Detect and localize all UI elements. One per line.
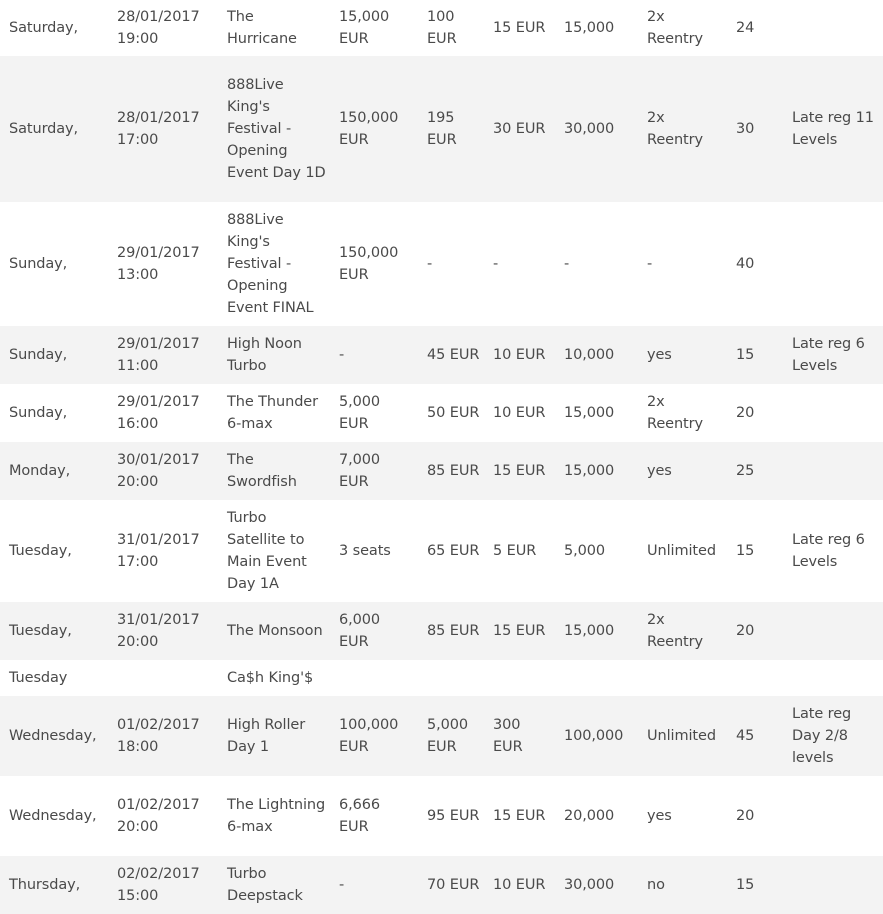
date-cell	[108, 602, 218, 660]
event-cell: The Monsoon	[218, 602, 330, 660]
reentry-cell: 2x Reentry	[638, 384, 727, 442]
buyin-cell: 195 EUR	[418, 56, 484, 202]
buyin-cell: 5,000 EUR	[418, 696, 484, 776]
stack-cell: 15,000	[555, 0, 638, 56]
time-value: 20:00	[117, 819, 159, 835]
time-value: 11:00	[117, 358, 159, 374]
day-cell: Tuesday,	[0, 602, 108, 660]
day-cell: Thursday,	[0, 856, 108, 914]
time-value: 16:00	[117, 416, 159, 432]
event-cell: The Lightning 6-max	[218, 776, 330, 856]
stack-cell	[555, 660, 638, 696]
reentry-cell: yes	[638, 776, 727, 856]
date-value: 28/01/2017	[117, 9, 200, 25]
reentry-cell	[638, 660, 727, 696]
buyin-cell: 50 EUR	[418, 384, 484, 442]
event-cell: Ca$h King'$	[218, 660, 330, 696]
blinds-cell: 15	[727, 500, 783, 602]
blinds-cell: 45	[727, 696, 783, 776]
time-value: 19:00	[117, 31, 159, 47]
date-value: 29/01/2017	[117, 394, 200, 410]
time-value: 17:00	[117, 132, 159, 148]
guarantee-cell: 6,000 EUR	[330, 602, 418, 660]
date-value: 30/01/2017	[117, 452, 200, 468]
date-value: 29/01/2017	[117, 336, 200, 352]
reentry-cell: Unlimited	[638, 500, 727, 602]
event-cell: The Thunder 6-max	[218, 384, 330, 442]
time-value: 20:00	[117, 474, 159, 490]
day-cell: Sunday,	[0, 384, 108, 442]
notes-cell	[783, 856, 883, 914]
guarantee-cell: 15,000 EUR	[330, 0, 418, 56]
addon-cell: 15 EUR	[484, 602, 555, 660]
notes-cell	[783, 384, 883, 442]
reentry-cell: -	[638, 202, 727, 326]
blinds-cell: 15	[727, 326, 783, 384]
buyin-cell: -	[418, 202, 484, 326]
date-cell	[108, 202, 218, 326]
date-cell	[108, 384, 218, 442]
time-value: 13:00	[117, 267, 159, 283]
buyin-cell: 70 EUR	[418, 856, 484, 914]
time-value: 17:00	[117, 554, 159, 570]
date-cell	[108, 56, 218, 202]
buyin-cell: 45 EUR	[418, 326, 484, 384]
guarantee-cell: -	[330, 326, 418, 384]
blinds-cell: 40	[727, 202, 783, 326]
date-cell	[108, 856, 218, 914]
event-cell: The Swordfish	[218, 442, 330, 500]
day-cell: Wednesday,	[0, 696, 108, 776]
date-cell	[108, 660, 218, 696]
stack-cell: -	[555, 202, 638, 326]
addon-cell: 30 EUR	[484, 56, 555, 202]
date-value: 28/01/2017	[117, 110, 200, 126]
event-cell: Turbo Satellite to Main Event Day 1A	[218, 500, 330, 602]
addon-cell: 5 EUR	[484, 500, 555, 602]
notes-cell: Late reg 6 Levels	[783, 500, 883, 602]
buyin-cell: 85 EUR	[418, 442, 484, 500]
date-value: 31/01/2017	[117, 532, 200, 548]
buyin-cell: 95 EUR	[418, 776, 484, 856]
event-cell: High Noon Turbo	[218, 326, 330, 384]
table-row	[0, 776, 883, 856]
table-row	[0, 696, 883, 776]
date-value: 01/02/2017	[117, 797, 200, 813]
stack-cell: 30,000	[555, 856, 638, 914]
blinds-cell: 20	[727, 776, 783, 856]
notes-cell: Late reg 6 Levels	[783, 326, 883, 384]
guarantee-cell: 100,000 EUR	[330, 696, 418, 776]
addon-cell: 300 EUR	[484, 696, 555, 776]
blinds-cell: 15	[727, 856, 783, 914]
day-cell: Saturday,	[0, 0, 108, 56]
stack-cell: 15,000	[555, 602, 638, 660]
date-value: 01/02/2017	[117, 717, 200, 733]
reentry-cell: 2x Reentry	[638, 602, 727, 660]
date-cell	[108, 0, 218, 56]
day-cell: Tuesday,	[0, 500, 108, 602]
addon-cell: 15 EUR	[484, 776, 555, 856]
event-cell: The Hurricane	[218, 0, 330, 56]
table-row	[0, 602, 883, 660]
addon-cell	[484, 660, 555, 696]
table-row	[0, 202, 883, 326]
guarantee-cell: 5,000 EUR	[330, 384, 418, 442]
day-cell: Tuesday	[0, 660, 108, 696]
day-cell: Monday,	[0, 442, 108, 500]
buyin-cell	[418, 660, 484, 696]
addon-cell: 15 EUR	[484, 442, 555, 500]
blinds-cell: 24	[727, 0, 783, 56]
buyin-cell: 65 EUR	[418, 500, 484, 602]
blinds-cell: 25	[727, 442, 783, 500]
reentry-cell: no	[638, 856, 727, 914]
table-row	[0, 660, 883, 696]
guarantee-cell: 150,000 EUR	[330, 56, 418, 202]
stack-cell: 20,000	[555, 776, 638, 856]
table-row	[0, 0, 883, 56]
stack-cell: 10,000	[555, 326, 638, 384]
reentry-cell: yes	[638, 442, 727, 500]
stack-cell: 100,000	[555, 696, 638, 776]
addon-cell: 10 EUR	[484, 384, 555, 442]
date-cell	[108, 500, 218, 602]
event-cell: High Roller Day 1	[218, 696, 330, 776]
buyin-cell: 100 EUR	[418, 0, 484, 56]
reentry-cell: yes	[638, 326, 727, 384]
guarantee-cell: 3 seats	[330, 500, 418, 602]
date-cell	[108, 326, 218, 384]
blinds-cell: 20	[727, 384, 783, 442]
stack-cell: 15,000	[555, 384, 638, 442]
notes-cell: Late reg Day 2/8 levels	[783, 696, 883, 776]
notes-cell	[783, 442, 883, 500]
event-cell: 888Live King's Festival - Opening Event Day 1D	[218, 56, 330, 202]
date-value: 29/01/2017	[117, 245, 200, 261]
day-cell: Sunday,	[0, 202, 108, 326]
table-row	[0, 856, 883, 914]
table-row	[0, 326, 883, 384]
blinds-cell: 30	[727, 56, 783, 202]
table-row	[0, 442, 883, 500]
guarantee-cell: 7,000 EUR	[330, 442, 418, 500]
date-value: 31/01/2017	[117, 612, 200, 628]
notes-cell	[783, 660, 883, 696]
time-value: 15:00	[117, 888, 159, 904]
date-cell	[108, 696, 218, 776]
addon-cell: -	[484, 202, 555, 326]
time-value: 20:00	[117, 634, 159, 650]
date-cell	[108, 442, 218, 500]
table-row	[0, 384, 883, 442]
day-cell: Sunday,	[0, 326, 108, 384]
addon-cell: 10 EUR	[484, 326, 555, 384]
guarantee-cell: 6,666 EUR	[330, 776, 418, 856]
notes-cell	[783, 602, 883, 660]
notes-cell	[783, 202, 883, 326]
event-cell: 888Live King's Festival - Opening Event FINAL	[218, 202, 330, 326]
blinds-cell	[727, 660, 783, 696]
guarantee-cell: -	[330, 856, 418, 914]
stack-cell: 30,000	[555, 56, 638, 202]
notes-cell	[783, 776, 883, 856]
day-cell: Saturday,	[0, 56, 108, 202]
notes-cell: Late reg 11 Levels	[783, 56, 883, 202]
addon-cell: 15 EUR	[484, 0, 555, 56]
blinds-cell: 20	[727, 602, 783, 660]
reentry-cell: Unlimited	[638, 696, 727, 776]
stack-cell: 5,000	[555, 500, 638, 602]
guarantee-cell: 150,000 EUR	[330, 202, 418, 326]
table-row	[0, 56, 883, 202]
notes-cell	[783, 0, 883, 56]
reentry-cell: 2x Reentry	[638, 56, 727, 202]
guarantee-cell	[330, 660, 418, 696]
table-row	[0, 500, 883, 602]
buyin-cell: 85 EUR	[418, 602, 484, 660]
reentry-cell: 2x Reentry	[638, 0, 727, 56]
date-value: 02/02/2017	[117, 866, 200, 882]
date-cell	[108, 776, 218, 856]
stack-cell: 15,000	[555, 442, 638, 500]
day-cell: Wednesday,	[0, 776, 108, 856]
event-cell: Turbo Deepstack	[218, 856, 330, 914]
time-value: 18:00	[117, 739, 159, 755]
addon-cell: 10 EUR	[484, 856, 555, 914]
